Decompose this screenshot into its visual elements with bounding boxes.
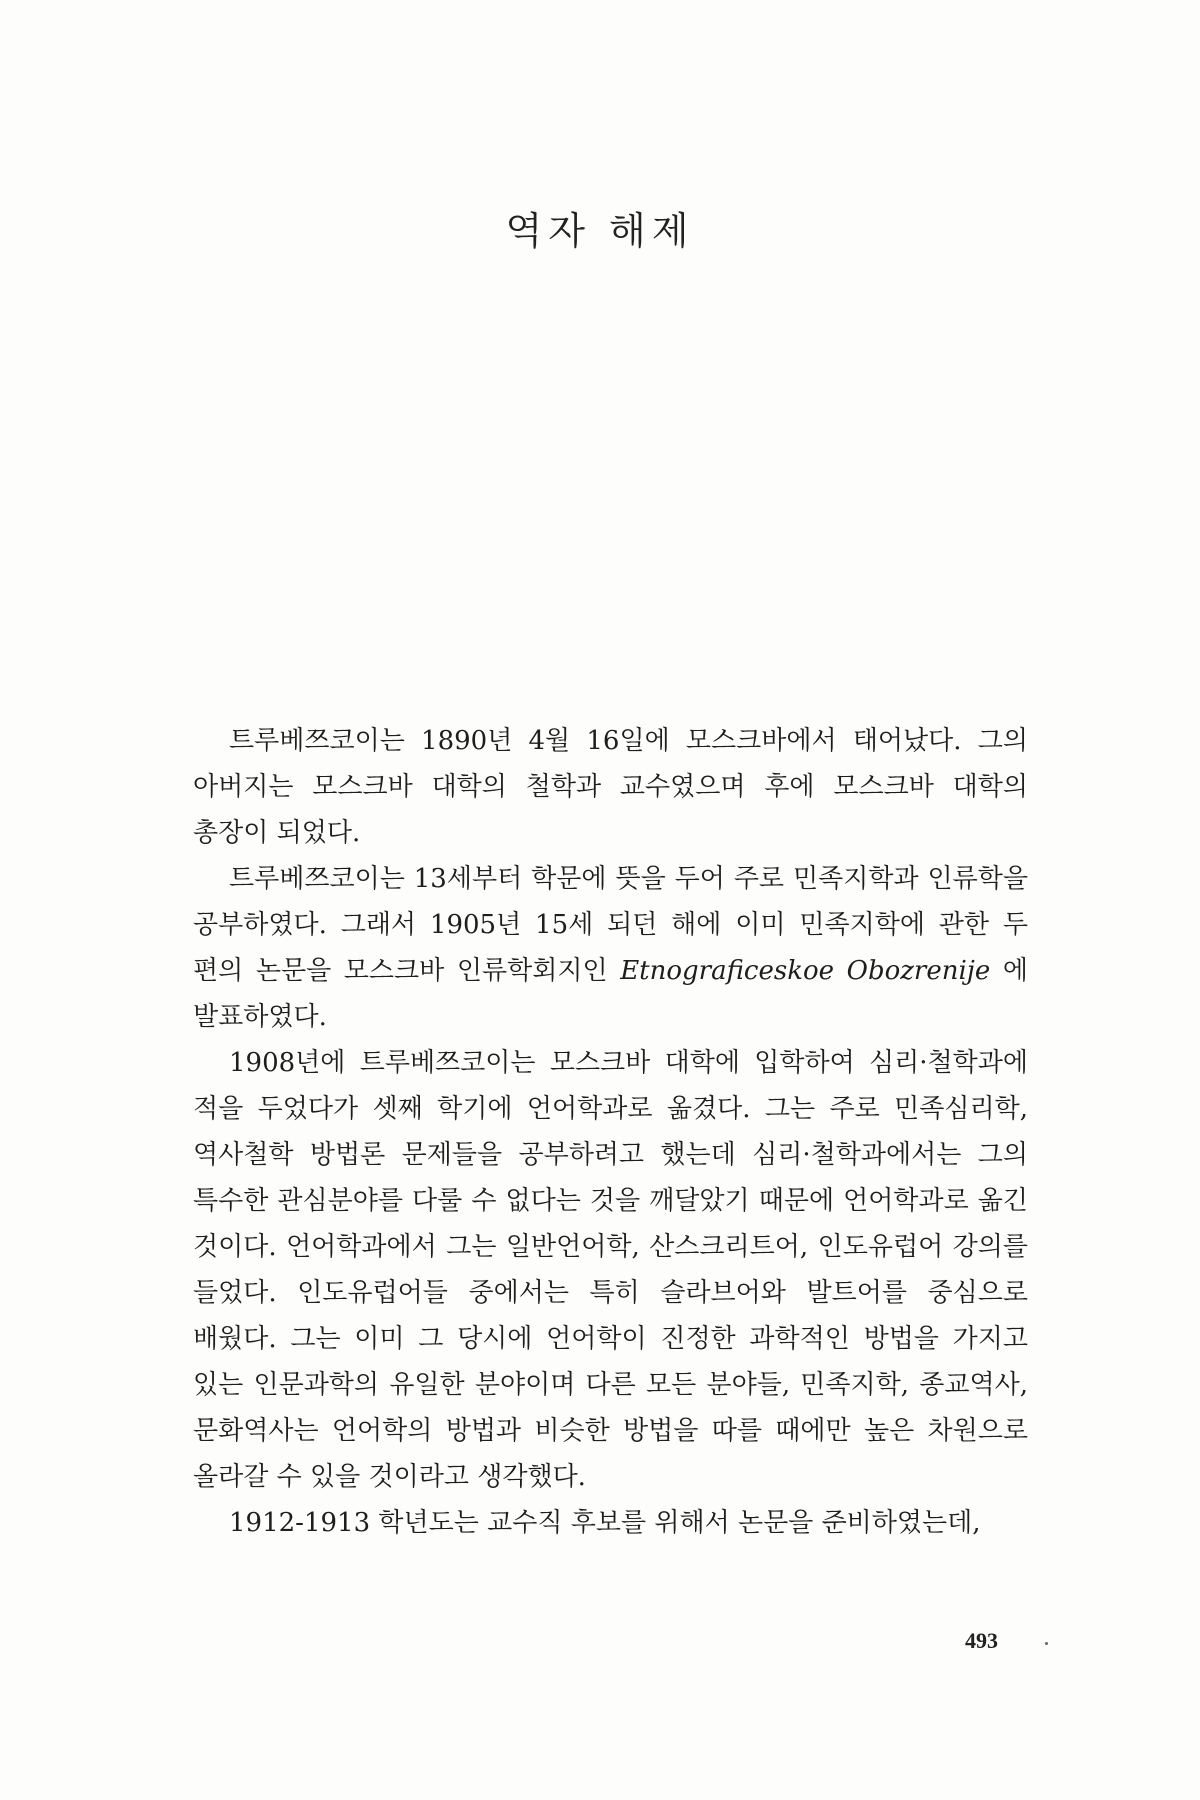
page-number: 493 — [965, 1628, 998, 1653]
paragraph-1: 트루베쯔코이는 1890년 4월 16일에 모스크바에서 태어났다. 그의 아버지는 모스크바 대학의 철학과 교수였으며 후에 모스크바 대학의 총장이 되었다. — [193, 726, 1028, 848]
body-text — [193, 718, 1028, 1546]
paragraph-3: 1908년에 트루베쯔코이는 모스크바 대학에 입학하여 심리·철학과에 적을 두었다가 셋째 학기에 언어학과로 옮겼다. 그는 주로 민족심리학, 역사철학 방법론 문제들을 공부하려고 했는데 심리·철학과에서는 그의 특수한 관심분야를 다룰 수 없다는 것을 깨달았기 때문에 언어학과로 옮긴 것이다. 언어학과에서 그는 일반언어학, 산스크리트어, 인도유럽어 강의를 들었다. 인도유럽어들 중에서는 특히 슬라브어와 발트어를 중심으로 배웠다. 그는 이미 그 당시에 언어학이 진정한 과학적인 방법을 가지고 있는 인문과학의 유일한 분야이며 다른 모든 분야들, 민족지학, 종교역사, 문화역사는 언어학의 방법과 비슷한 방법을 따를 때에만 높은 차원으로 올라갈 수 있을 것이라고 생각했다. — [193, 1048, 1028, 1492]
paragraph-4: 1912-1913 학년도는 교수직 후보를 위해서 논문을 준비하였는데, — [229, 1508, 981, 1538]
page-title: 역자 해제 — [505, 209, 695, 253]
paragraph-2-text-end: 에 발표하였다. — [193, 956, 1028, 1032]
scan-speck — [1045, 1642, 1048, 1645]
journal-title: Etnograficeskoe Obozrenije — [620, 956, 991, 986]
paragraph-2-text-start: 트루베쯔코이는 13세부터 학문에 뜻을 두어 주로 민족지학과 인류학을 공부하였다. 그래서 1905년 15세 되던 해에 이미 민족지학에 관한 두 편의 논문을 모스크바 인류학회지인 — [193, 864, 1028, 986]
paragraph-2 — [193, 856, 1028, 1040]
